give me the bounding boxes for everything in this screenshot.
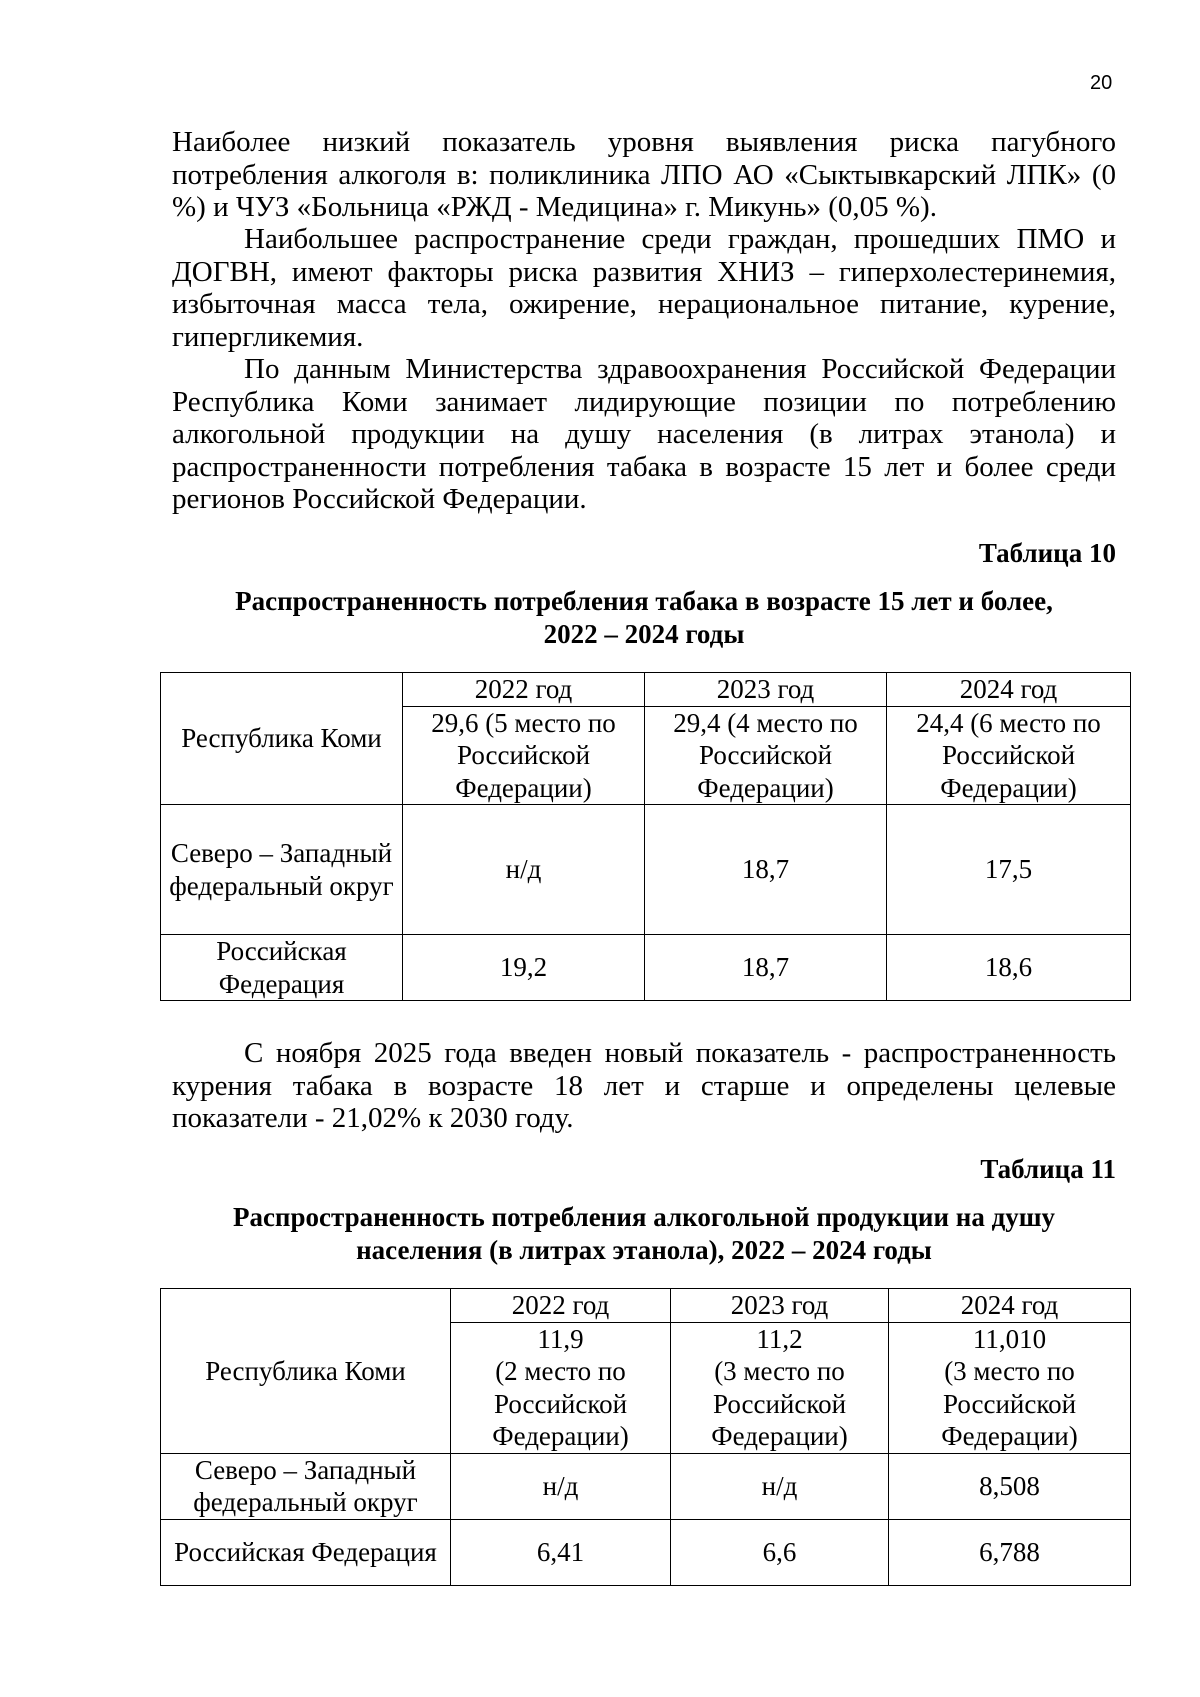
cell-rf-2024: 6,788: [889, 1519, 1131, 1585]
cell-note: (3 место по Российской Федерации): [711, 1356, 848, 1451]
cell-nw-2022: н/д: [451, 1453, 671, 1519]
page-number: 20: [1090, 72, 1113, 94]
cell-nw-2023: н/д: [671, 1453, 889, 1519]
header-2022: 2022 год: [451, 1289, 671, 1323]
header-2023: 2023 год: [671, 1289, 889, 1323]
table-10-title-line1: Распространенность потребления табака в возрасте 15 лет и более,: [235, 586, 1053, 616]
table-10: [160, 672, 1131, 1001]
cell-komi-2022: 29,6 (5 место по Российской Федерации): [403, 706, 645, 805]
cell-value: 11,2: [756, 1323, 803, 1354]
cell-value: 11,010: [972, 1323, 1047, 1354]
cell-value: 11,9: [537, 1323, 584, 1354]
cell-rf-2023: 18,7: [645, 935, 887, 1001]
cell-rf-2023: 6,6: [671, 1519, 889, 1585]
table-11-title-line1: Распространенность потребления алкогольной продукции на душу: [232, 1202, 1056, 1232]
paragraph-ministry-data: По данным Министерства здравоохранения Российской Федерации Республика Коми занимает лидирующие позиции по потреблению алкогольной продукции на душу населения (в литрах этанола) и распространенности потребления табака в возрасте 15 лет и более среди регионов Российской Федерации.: [172, 353, 1116, 515]
header-2024: 2024 год: [889, 1289, 1131, 1323]
table-11-title-line2: населения (в литрах этанола), 2022 – 2024 годы: [356, 1235, 932, 1265]
cell-nw-2024: 8,508: [889, 1453, 1131, 1519]
paragraph-new-indicator: С ноября 2025 года введен новый показатель - распространенность курения табака в возрасте 18 лет и старше и определены целевые показатели - 21,02% к 2030 году.: [172, 1037, 1116, 1134]
cell-rf-2022: 6,41: [451, 1519, 671, 1585]
cell-note: (2 место по Российской Федерации): [492, 1356, 629, 1451]
table-row: [161, 935, 1131, 1001]
row-label-russia: Российская Федерация: [161, 935, 403, 1001]
cell-komi-2023: [671, 1322, 889, 1453]
table-row: [161, 1289, 1131, 1323]
table-11: [160, 1288, 1131, 1586]
row-label-komi: Республика Коми: [161, 1289, 451, 1454]
table-10-label: Таблица 10: [978, 538, 1116, 568]
row-label-nw-district: Северо – Западный федеральный округ: [161, 1453, 451, 1519]
table-row: [161, 1453, 1131, 1519]
cell-rf-2022: 19,2: [403, 935, 645, 1001]
cell-komi-2024: 24,4 (6 место по Российской Федерации): [887, 706, 1131, 805]
table-row: [161, 1519, 1131, 1585]
table-10-title: [172, 585, 1116, 651]
header-2023: 2023 год: [645, 673, 887, 707]
paragraph-lowest-risk: Наиболее низкий показатель уровня выявления риска пагубного потребления алкоголя в: поликлиника ЛПО АО «Сыктывкарский ЛПК» (0 %) и ЧУЗ «Больница «РЖД - Медицина» г. Микунь» (0,05 %).: [172, 126, 1116, 223]
row-label-komi: Республика Коми: [161, 673, 403, 805]
cell-rf-2024: 18,6: [887, 935, 1131, 1001]
header-2024: 2024 год: [887, 673, 1131, 707]
cell-nw-2024: 17,5: [887, 805, 1131, 935]
table-10-title-line2: 2022 – 2024 годы: [543, 619, 745, 649]
cell-nw-2023: 18,7: [645, 805, 887, 935]
row-label-russia: Российская Федерация: [161, 1519, 451, 1585]
cell-nw-2022: н/д: [403, 805, 645, 935]
cell-komi-2023: 29,4 (4 место по Российской Федерации): [645, 706, 887, 805]
table-11-label: Таблица 11: [980, 1154, 1116, 1184]
table-11-title: [172, 1201, 1116, 1267]
table-row: [161, 805, 1131, 935]
paragraph-risk-factors: Наибольшее распространение среди граждан, прошедших ПМО и ДОГВН, имеют факторы риска развития ХНИЗ – гиперхолестеринемия, избыточная масса тела, ожирение, нерациональное питание, курение, гипергликемия.: [172, 223, 1116, 353]
header-2022: 2022 год: [403, 673, 645, 707]
cell-komi-2024: [889, 1322, 1131, 1453]
cell-komi-2022: [451, 1322, 671, 1453]
table-row: [161, 673, 1131, 707]
cell-note: (3 место по Российской Федерации): [941, 1356, 1078, 1451]
row-label-nw-district: Северо – Западный федеральный округ: [161, 805, 403, 935]
